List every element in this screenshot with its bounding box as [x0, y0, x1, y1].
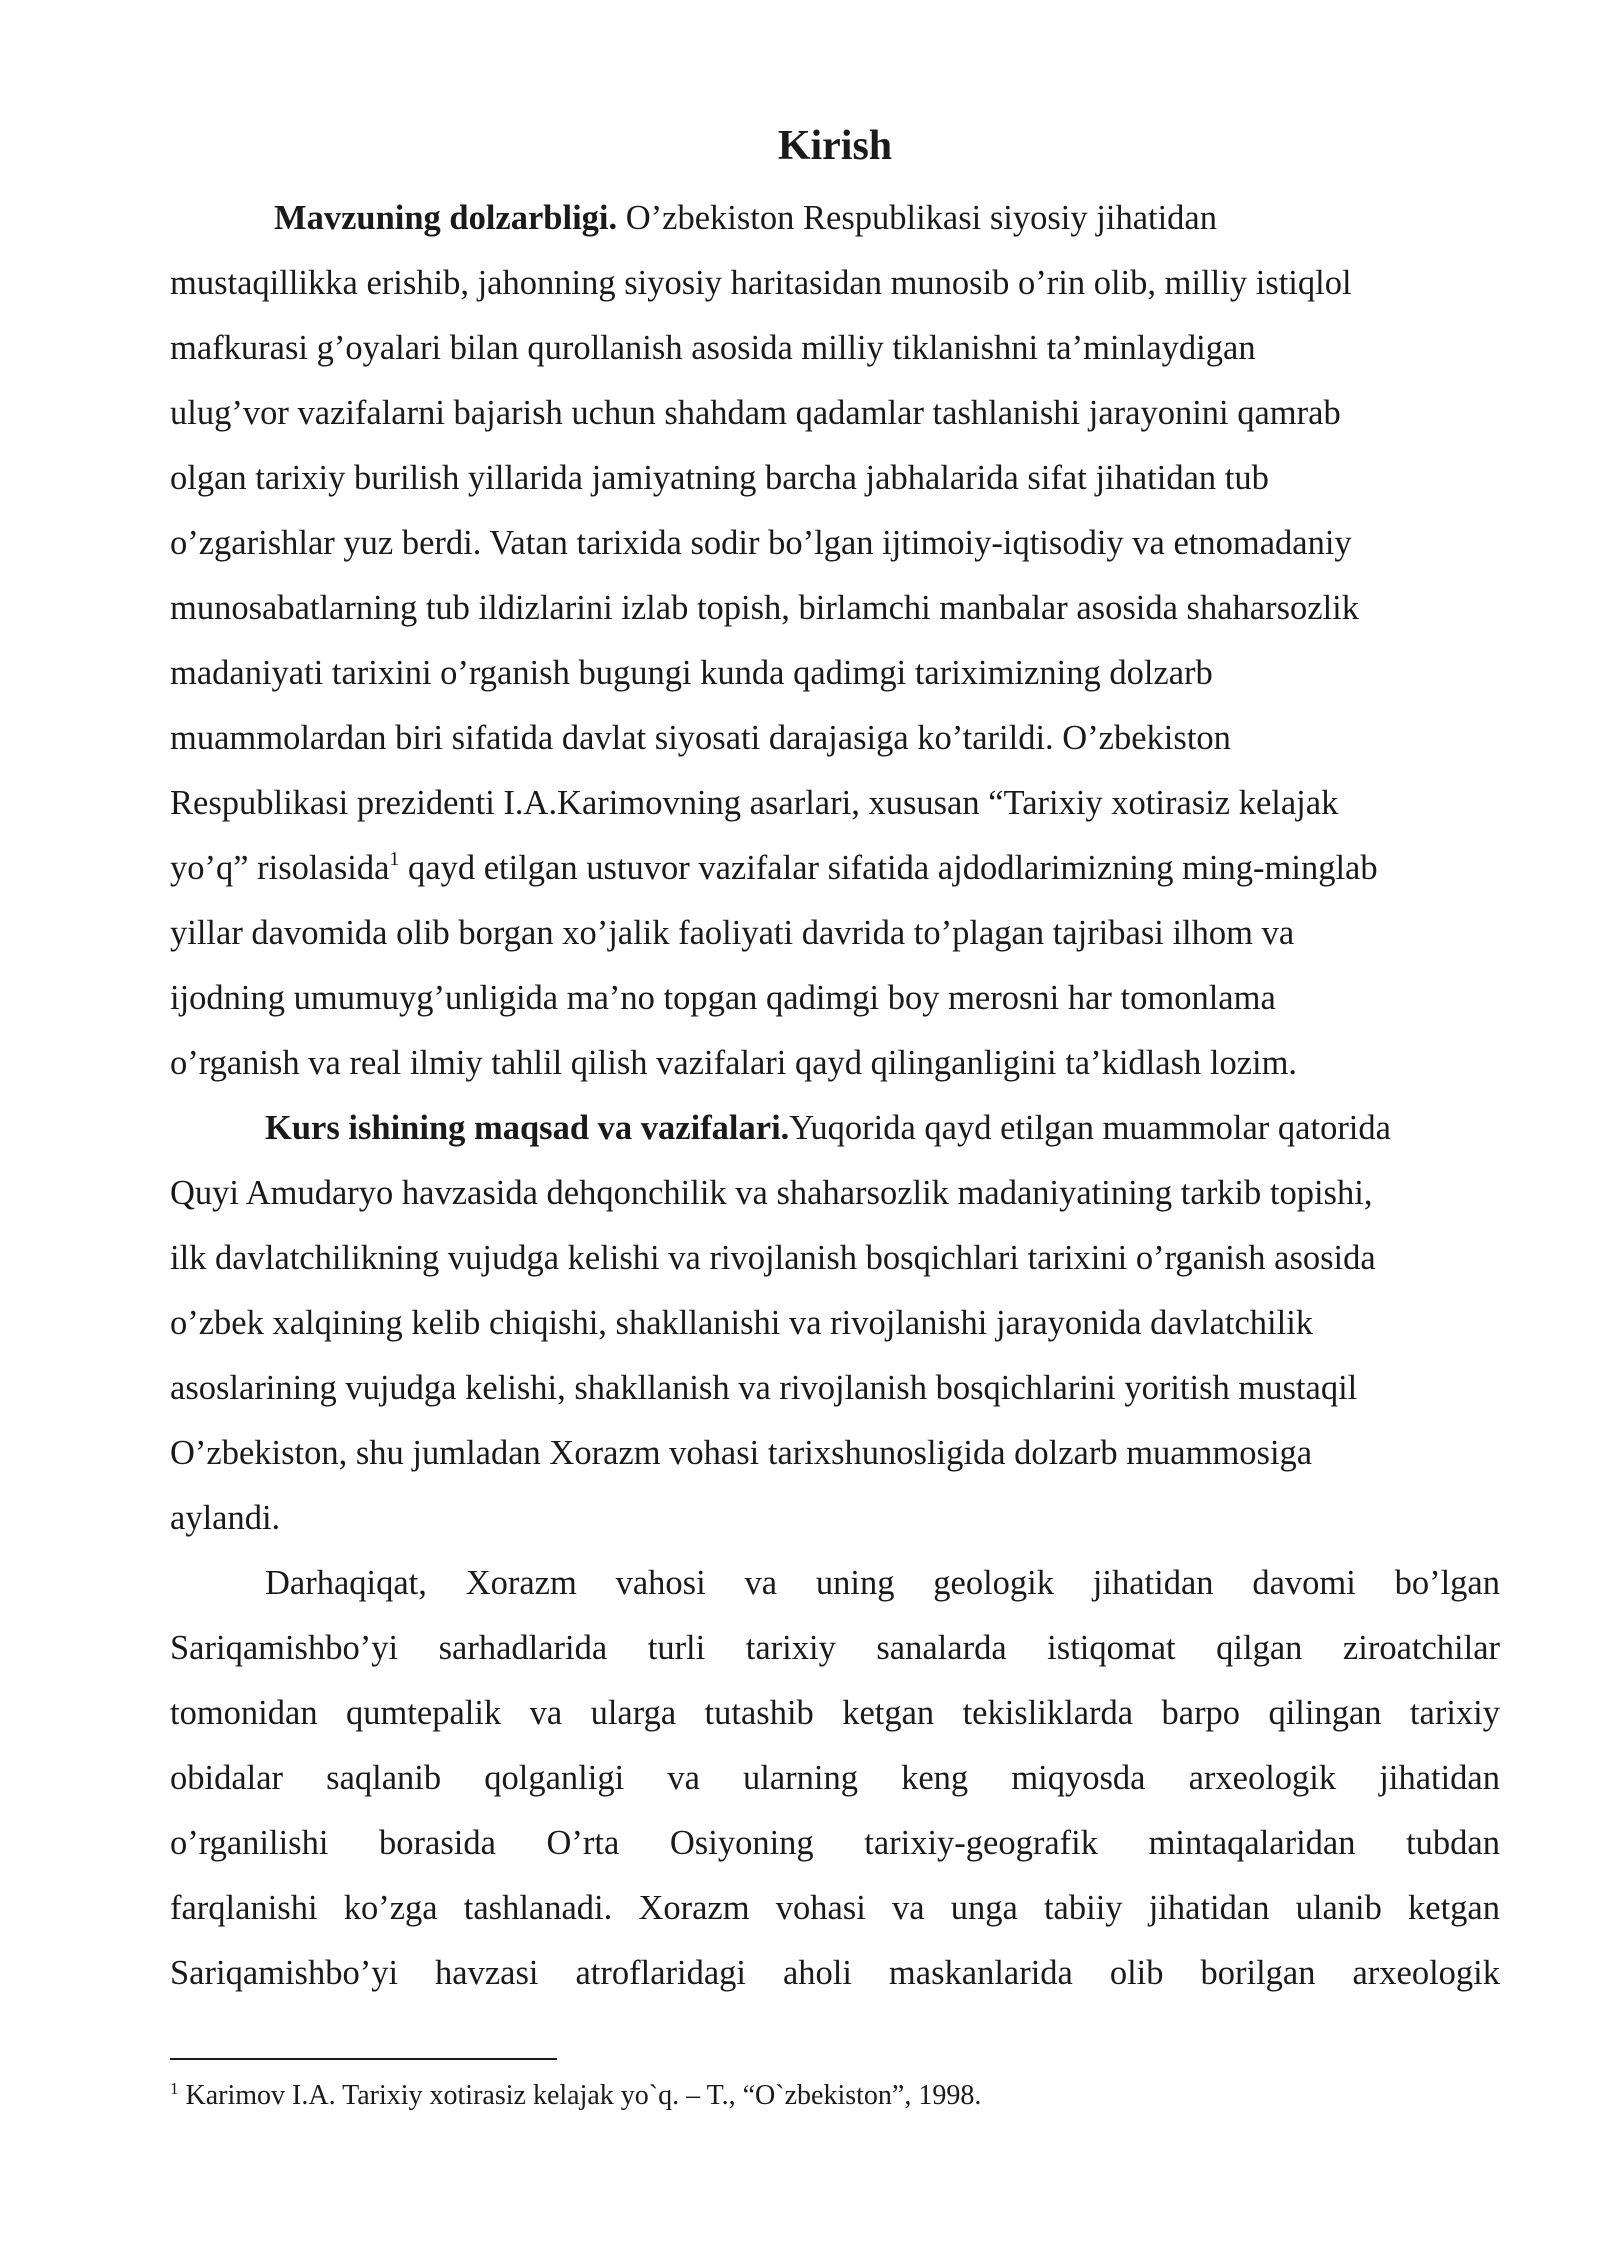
section-heading-relevance: Mavzuning dolzarbligi. — [274, 199, 618, 237]
text-line — [170, 1096, 1500, 1161]
text-line: muammolardan biri sifatida davlat siyosati darajasiga ko’tarildi. O’zbekiston — [170, 719, 1231, 757]
text-line: O’zbekiston, shu jumladan Xorazm vohasi tarixshunosligida dolzarb muammosiga — [170, 1434, 1313, 1472]
paragraph-khorezm — [170, 1551, 1500, 2006]
paragraph-goals — [170, 1096, 1500, 1551]
text-run: Yuqorida qayd etilgan muammolar qatorida — [789, 1109, 1391, 1147]
text-line: ijodning umumuyg’unligida ma’no topgan qadimgi boy merosni har tomonlama — [170, 979, 1276, 1017]
footnote — [170, 2076, 1500, 2116]
text-line: madaniyati tarixini o’rganish bugungi kunda qadimgi tariximizning dolzarb — [170, 654, 1213, 692]
text-line: yillar davomida olib borgan xo’jalik faoliyati davrida to’plagan tajribasi ilhom va — [170, 914, 1295, 952]
text-line: mustaqillikka erishib, jahonning siyosiy haritasidan munosib o’rin olib, milliy istiqlol — [170, 264, 1352, 302]
text-line: tomonidan qumtepalik va ularga tutashib ketgan tekisliklarda barpo qilingan tarixiy — [170, 1694, 1500, 1732]
text-line: olgan tarixiy burilish yillarida jamiyatning barcha jabhalarida sifat jihatidan tub — [170, 459, 1269, 497]
text-line: Sariqamishbo’yi sarhadlarida turli tarixiy sanalarda istiqomat qilgan ziroatchilar — [170, 1629, 1500, 1667]
text-line: o’rganilishi borasida O’rta Osiyoning tarixiy-geografik mintaqalaridan tubdan — [170, 1824, 1500, 1862]
document-body — [170, 186, 1500, 2006]
footnote-marker: 1 — [170, 2079, 179, 2098]
footnote-text: Karimov I.A. Tarixiy xotirasiz kelajak yo`q. – T., “O`zbekiston”, 1998. — [178, 2080, 982, 2111]
text-line: mafkurasi g’oyalari bilan qurollanish asosida milliy tiklanishni ta’minlaydigan — [170, 329, 1256, 367]
text-line: Darhaqiqat, Xorazm vahosi va uning geologik jihatidan davomi bo’lgan — [265, 1564, 1500, 1602]
text-line: o’zbek xalqining kelib chiqishi, shakllanishi va rivojlanishi jarayonida davlatchilik — [170, 1304, 1314, 1342]
text-line — [170, 186, 1500, 251]
text-line: Quyi Amudaryo havzasida dehqonchilik va shaharsozlik madaniyatining tarkib topishi, — [170, 1174, 1373, 1212]
text-line: farqlanishi ko’zga tashlanadi. Xorazm vohasi va unga tabiiy jihatidan ulanib ketgan — [170, 1889, 1500, 1927]
text-line: Sariqamishbo’yi havzasi atroflaridagi aholi maskanlarida olib borilgan arxeologik — [170, 1954, 1500, 1992]
text-line: Respublikasi prezidenti I.A.Karimovning asarlari, xususan “Tarixiy xotirasiz kelajak — [170, 784, 1339, 822]
text-run: O’zbekiston Respublikasi siyosiy jihatidan — [617, 199, 1217, 237]
footnote-reference[interactable]: 1 — [389, 848, 400, 870]
text-run: yo’q” risolasida — [170, 849, 390, 887]
text-line: aylandi. — [170, 1499, 281, 1537]
text-line: o’rganish va real ilmiy tahlil qilish vazifalari qayd qilinganligini ta’kidlash lozim. — [170, 1044, 1298, 1082]
text-line: ulug’vor vazifalarni bajarish uchun shahdam qadamlar tashlanishi jarayonini qamrab — [170, 394, 1341, 432]
page-title: Kirish — [777, 123, 893, 169]
text-line: obidalar saqlanib qolganligi va ularning keng miqyosda arxeologik jihatidan — [170, 1759, 1500, 1797]
text-run: qayd etilgan ustuvor vazifalar sifatida ajdodlarimizning ming-minglab — [399, 849, 1378, 887]
text-line — [170, 836, 1500, 901]
paragraph-relevance — [170, 186, 1500, 1096]
section-heading-goals: Kurs ishining maqsad va vazifalari. — [265, 1109, 790, 1147]
text-line: asoslarining vujudga kelishi, shakllanish va rivojlanish bosqichlarini yoritish mustaqil — [170, 1369, 1358, 1407]
text-line: munosabatlarning tub ildizlarini izlab topish, birlamchi manbalar asosida shaharsozlik — [170, 589, 1359, 627]
text-line: ilk davlatchilikning vujudga kelishi va rivojlanish bosqichlari tarixini o’rganish asosida — [170, 1239, 1376, 1277]
footnote-separator — [170, 2058, 557, 2060]
text-line: o’zgarishlar yuz berdi. Vatan tarixida sodir bo’lgan ijtimoiy-iqtisodiy va etnomadaniy — [170, 524, 1352, 562]
